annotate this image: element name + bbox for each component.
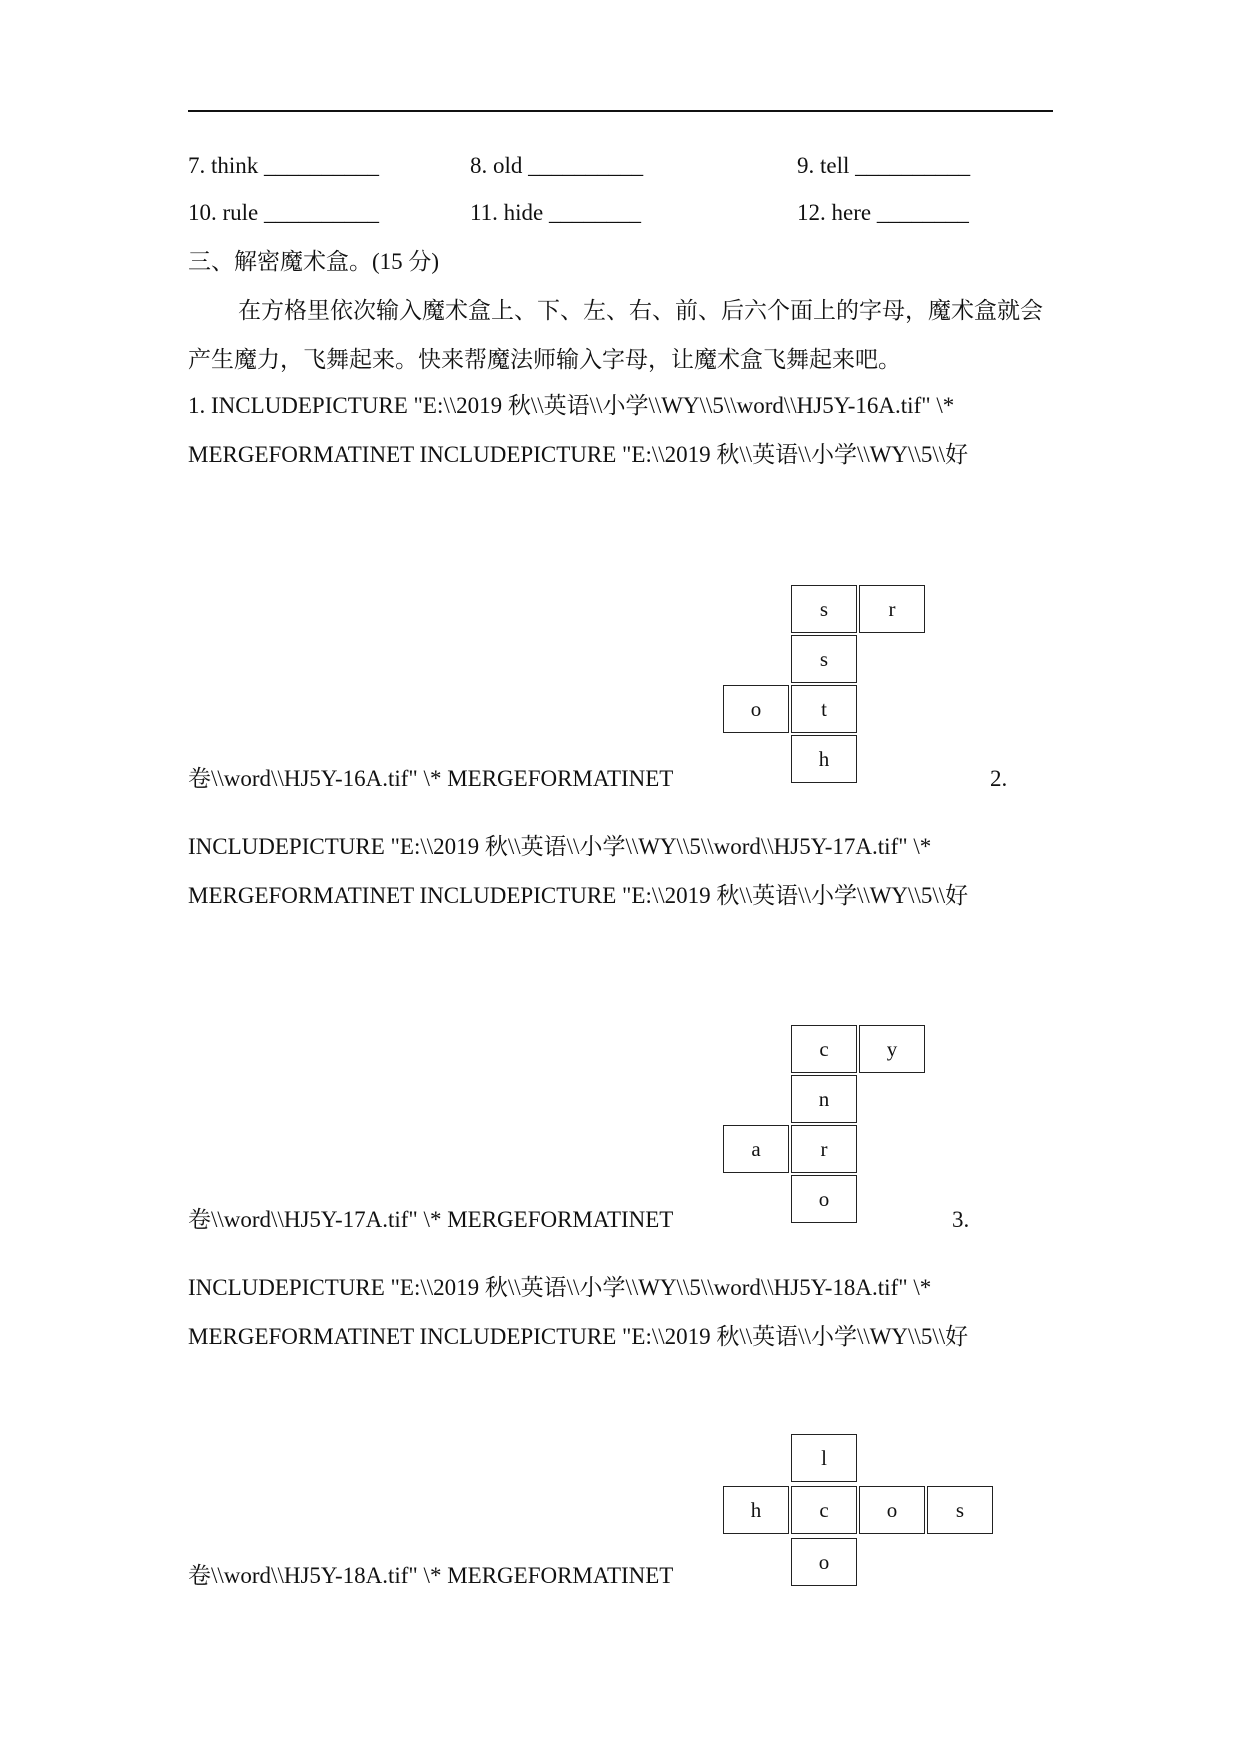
item3-field-line-2: MERGEFORMATINET INCLUDEPICTURE "E:\\2019 秋\\英语\\小学\\WY\\5\\好 bbox=[188, 1324, 969, 1349]
cube-cell: r bbox=[859, 585, 925, 633]
item2-field-line-1: INCLUDEPICTURE "E:\\2019 秋\\英语\\小学\\WY\\5\\word\\HJ5Y-17A.tif" \* bbox=[188, 834, 932, 859]
cube-cell: a bbox=[723, 1125, 789, 1173]
cube-cell: h bbox=[791, 735, 857, 783]
cube-cell: h bbox=[723, 1486, 789, 1534]
exercise-7: 7. think __________ bbox=[188, 153, 380, 178]
section-heading: 三、解密魔术盒。(15 分) bbox=[188, 249, 440, 274]
item3-number: 3. bbox=[952, 1207, 970, 1232]
intro-line-1: 在方格里依次输入魔术盒上、下、左、右、前、后六个面上的字母，魔术盒就会 bbox=[238, 298, 1043, 323]
item1-field-line-3: 卷\\word\\HJ5Y-16A.tif" \* MERGEFORMATINET bbox=[188, 766, 674, 791]
intro-line-2: 产生魔力，飞舞起来。快来帮魔法师输入字母，让魔术盒飞舞起来吧。 bbox=[188, 347, 901, 372]
exercise-11: 11. hide ________ bbox=[470, 200, 641, 225]
cube-cell: s bbox=[927, 1486, 993, 1534]
cube-cell: y bbox=[859, 1025, 925, 1073]
cube-cell: c bbox=[791, 1025, 857, 1073]
cube-cell: n bbox=[791, 1075, 857, 1123]
cube-cell: o bbox=[791, 1538, 857, 1586]
cube-cell: s bbox=[791, 585, 857, 633]
exercise-12: 12. here ________ bbox=[797, 200, 969, 225]
item2-number: 2. bbox=[990, 766, 1008, 791]
exercise-8: 8. old __________ bbox=[470, 153, 644, 178]
item2-field-line-3: 卷\\word\\HJ5Y-17A.tif" \* MERGEFORMATINET bbox=[188, 1207, 674, 1232]
cube-cell: o bbox=[723, 685, 789, 733]
item3-field-line-3: 卷\\word\\HJ5Y-18A.tif" \* MERGEFORMATINET bbox=[188, 1563, 674, 1588]
exercise-9: 9. tell __________ bbox=[797, 153, 971, 178]
cube-cell: s bbox=[791, 635, 857, 683]
item3-field-line-1: INCLUDEPICTURE "E:\\2019 秋\\英语\\小学\\WY\\5\\word\\HJ5Y-18A.tif" \* bbox=[188, 1275, 932, 1300]
cube-cell: o bbox=[859, 1486, 925, 1534]
item2-field-line-2: MERGEFORMATINET INCLUDEPICTURE "E:\\2019 秋\\英语\\小学\\WY\\5\\好 bbox=[188, 883, 969, 908]
item1-field-line-1: 1. INCLUDEPICTURE "E:\\2019 秋\\英语\\小学\\WY\\5\\word\\HJ5Y-16A.tif" \* bbox=[188, 393, 955, 418]
cube-cell: o bbox=[791, 1175, 857, 1223]
cube-cell: c bbox=[791, 1486, 857, 1534]
exercise-10: 10. rule __________ bbox=[188, 200, 380, 225]
cube-cell: t bbox=[791, 685, 857, 733]
item1-field-line-2: MERGEFORMATINET INCLUDEPICTURE "E:\\2019 秋\\英语\\小学\\WY\\5\\好 bbox=[188, 442, 969, 467]
cube-cell: r bbox=[791, 1125, 857, 1173]
cube-cell: l bbox=[791, 1434, 857, 1482]
header-rule bbox=[188, 110, 1053, 112]
